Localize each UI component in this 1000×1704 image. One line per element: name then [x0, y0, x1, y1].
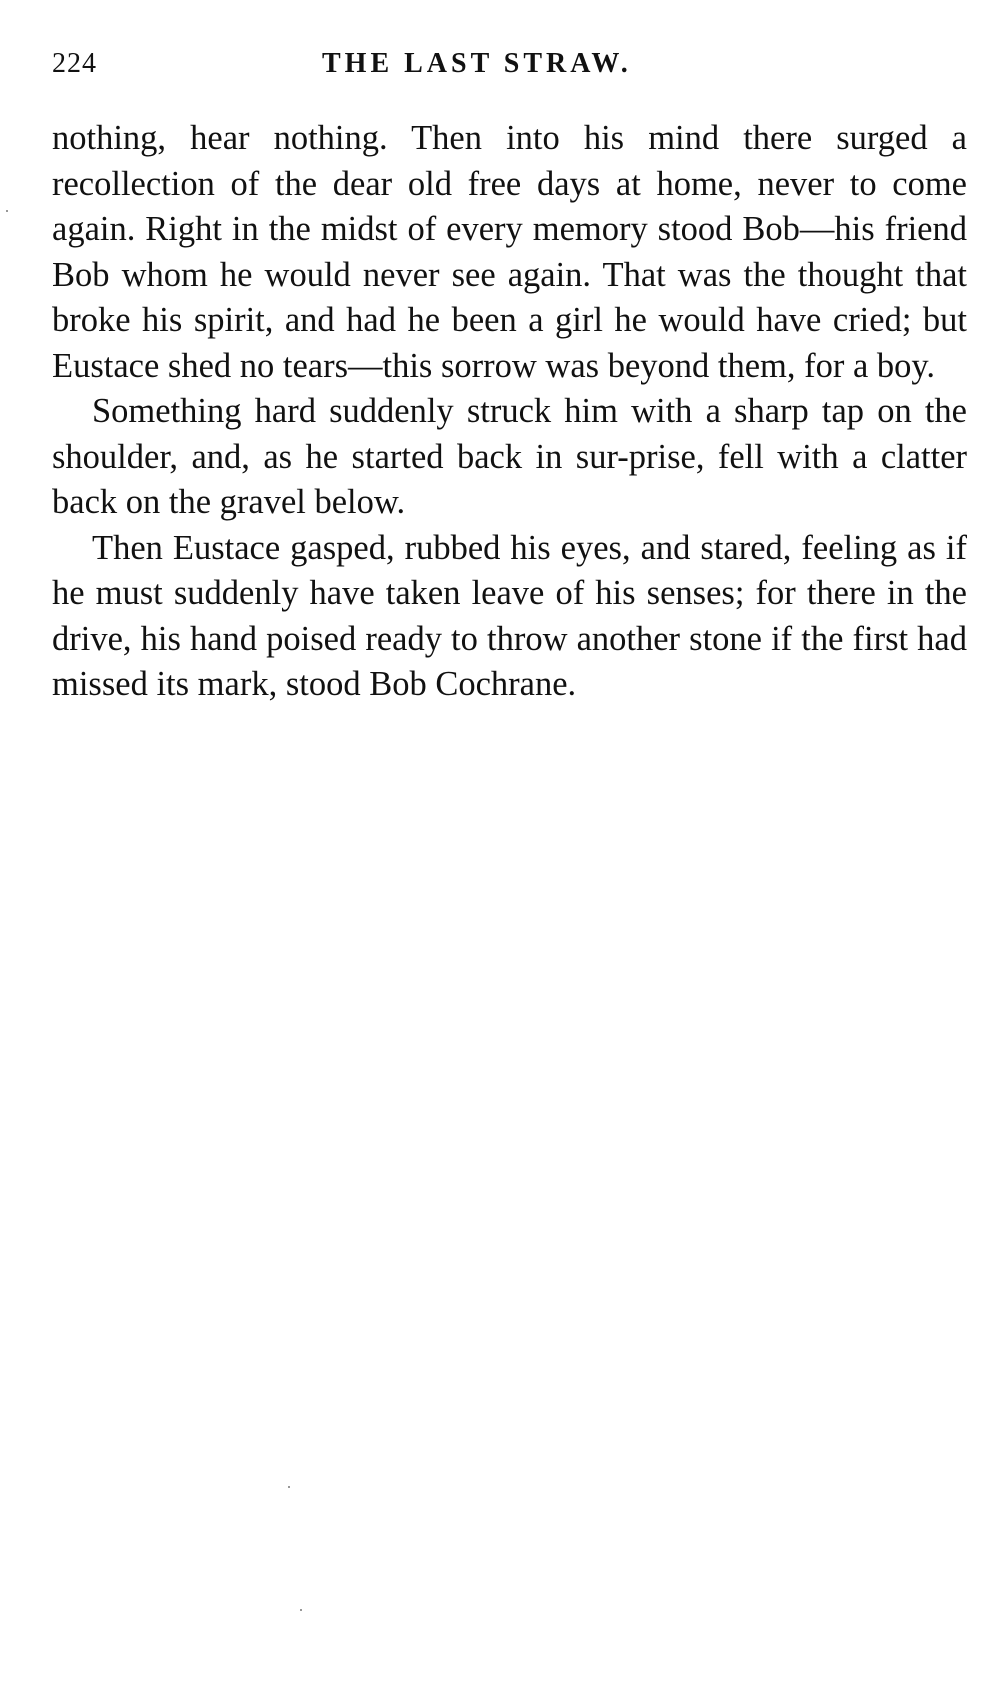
page-number: 224	[52, 48, 97, 79]
paragraph-3: Then Eustace gasped, rubbed his eyes, and stared, feeling as if he must suddenly have taken leave of his senses; for there in the drive, his hand poised ready to throw another stone if the first had missed its mark, stood Bob Cochrane.	[52, 528, 967, 703]
scan-speck	[288, 1486, 290, 1488]
running-title: THE LAST STRAW.	[322, 48, 632, 79]
scan-speck	[6, 210, 8, 212]
page-header	[52, 48, 967, 88]
body-text	[52, 116, 967, 708]
paragraph-2: Something hard suddenly struck him with a sharp tap on the shoulder, and, as he started back in sur-prise, fell with a clatter back on the gravel below.	[52, 392, 967, 521]
scan-speck	[300, 1609, 302, 1611]
paragraph-1: nothing, hear nothing. Then into his mind there surged a recollection of the dear old free days at home, never to come again. Right in the midst of every memory stood Bob—his friend Bob whom he would never see again. That was the thought that broke his spirit, and had he been a girl he would have cried; but Eustace shed no tears—this sorrow was beyond them, for a boy.	[52, 119, 967, 385]
